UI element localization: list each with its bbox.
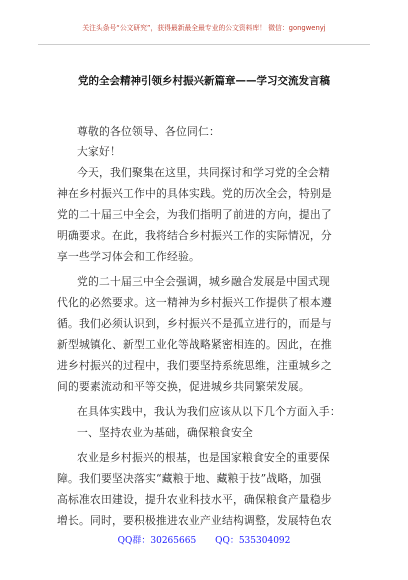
document-title: 党的全会精神引领乡村振兴新篇章——学习交流发言稿 [78,75,330,87]
salutation-line: 尊敬的各位领导、各位同仁： [77,125,220,138]
footer-qq-contact: QQ：535304092 [215,536,291,546]
body-line: 障。我们要坚决落实“藏粮于地、藏粮于技”战略，加强 [57,472,322,485]
body-line: 党的二十届三中全会强调，城乡融合发展是中国式现 [77,275,330,288]
page-footer [0,533,408,546]
body-line: 在具体实践中，我认为我们应该从以下几个方面入手： [77,405,341,418]
page-header-banner: 关注头条号“公文研究”，获得最新最全最专业的公文资料库！ 微信：gongwenyj [82,24,326,32]
body-line: 农业是乡村振兴的根基，也是国家粮食安全的重要保 [77,451,330,464]
body-line: 代化的必然要求。这一精神为乡村振兴工作提供了根本遵 [57,296,332,309]
body-line: 党的二十届三中全会，为我们指明了前进的方向，提出了 [57,208,332,221]
body-line: 间的要素流动和平等交换，促进城乡共同繁荣发展。 [57,380,310,393]
greeting-line: 大家好！ [77,145,121,158]
section-heading: 一、坚持农业为基础，确保粮食安全 [77,426,253,439]
body-line: 进乡村振兴的过程中，我们要坚持系统思维，注重城乡之 [57,359,332,372]
body-line: 今天，我们聚集在这里，共同探讨和学习党的全会精 [77,166,330,179]
body-line: 享一些学习体会和工作经验。 [57,250,200,263]
body-line: 增长。同时，要积极推进农业产业结构调整，发展特色农 [57,514,332,527]
body-line: 明确要求。在此，我将结合乡村振兴工作的实际情况，分 [57,229,332,242]
body-line: 神在乡村振兴工作中的具体实践。党的历次全会，特别是 [57,187,332,200]
footer-qq-group: QQ群：30265665 [117,536,197,546]
body-line: 高标准农田建设，提升农业科技水平，确保粮食产量稳步 [57,493,332,506]
body-line: 循。我们必须认识到，乡村振兴不是孤立进行的，而是与 [57,317,332,330]
header-divider [38,44,370,45]
body-line: 新型城镇化、新型工业化等战略紧密相连的。因此，在推 [57,338,332,351]
